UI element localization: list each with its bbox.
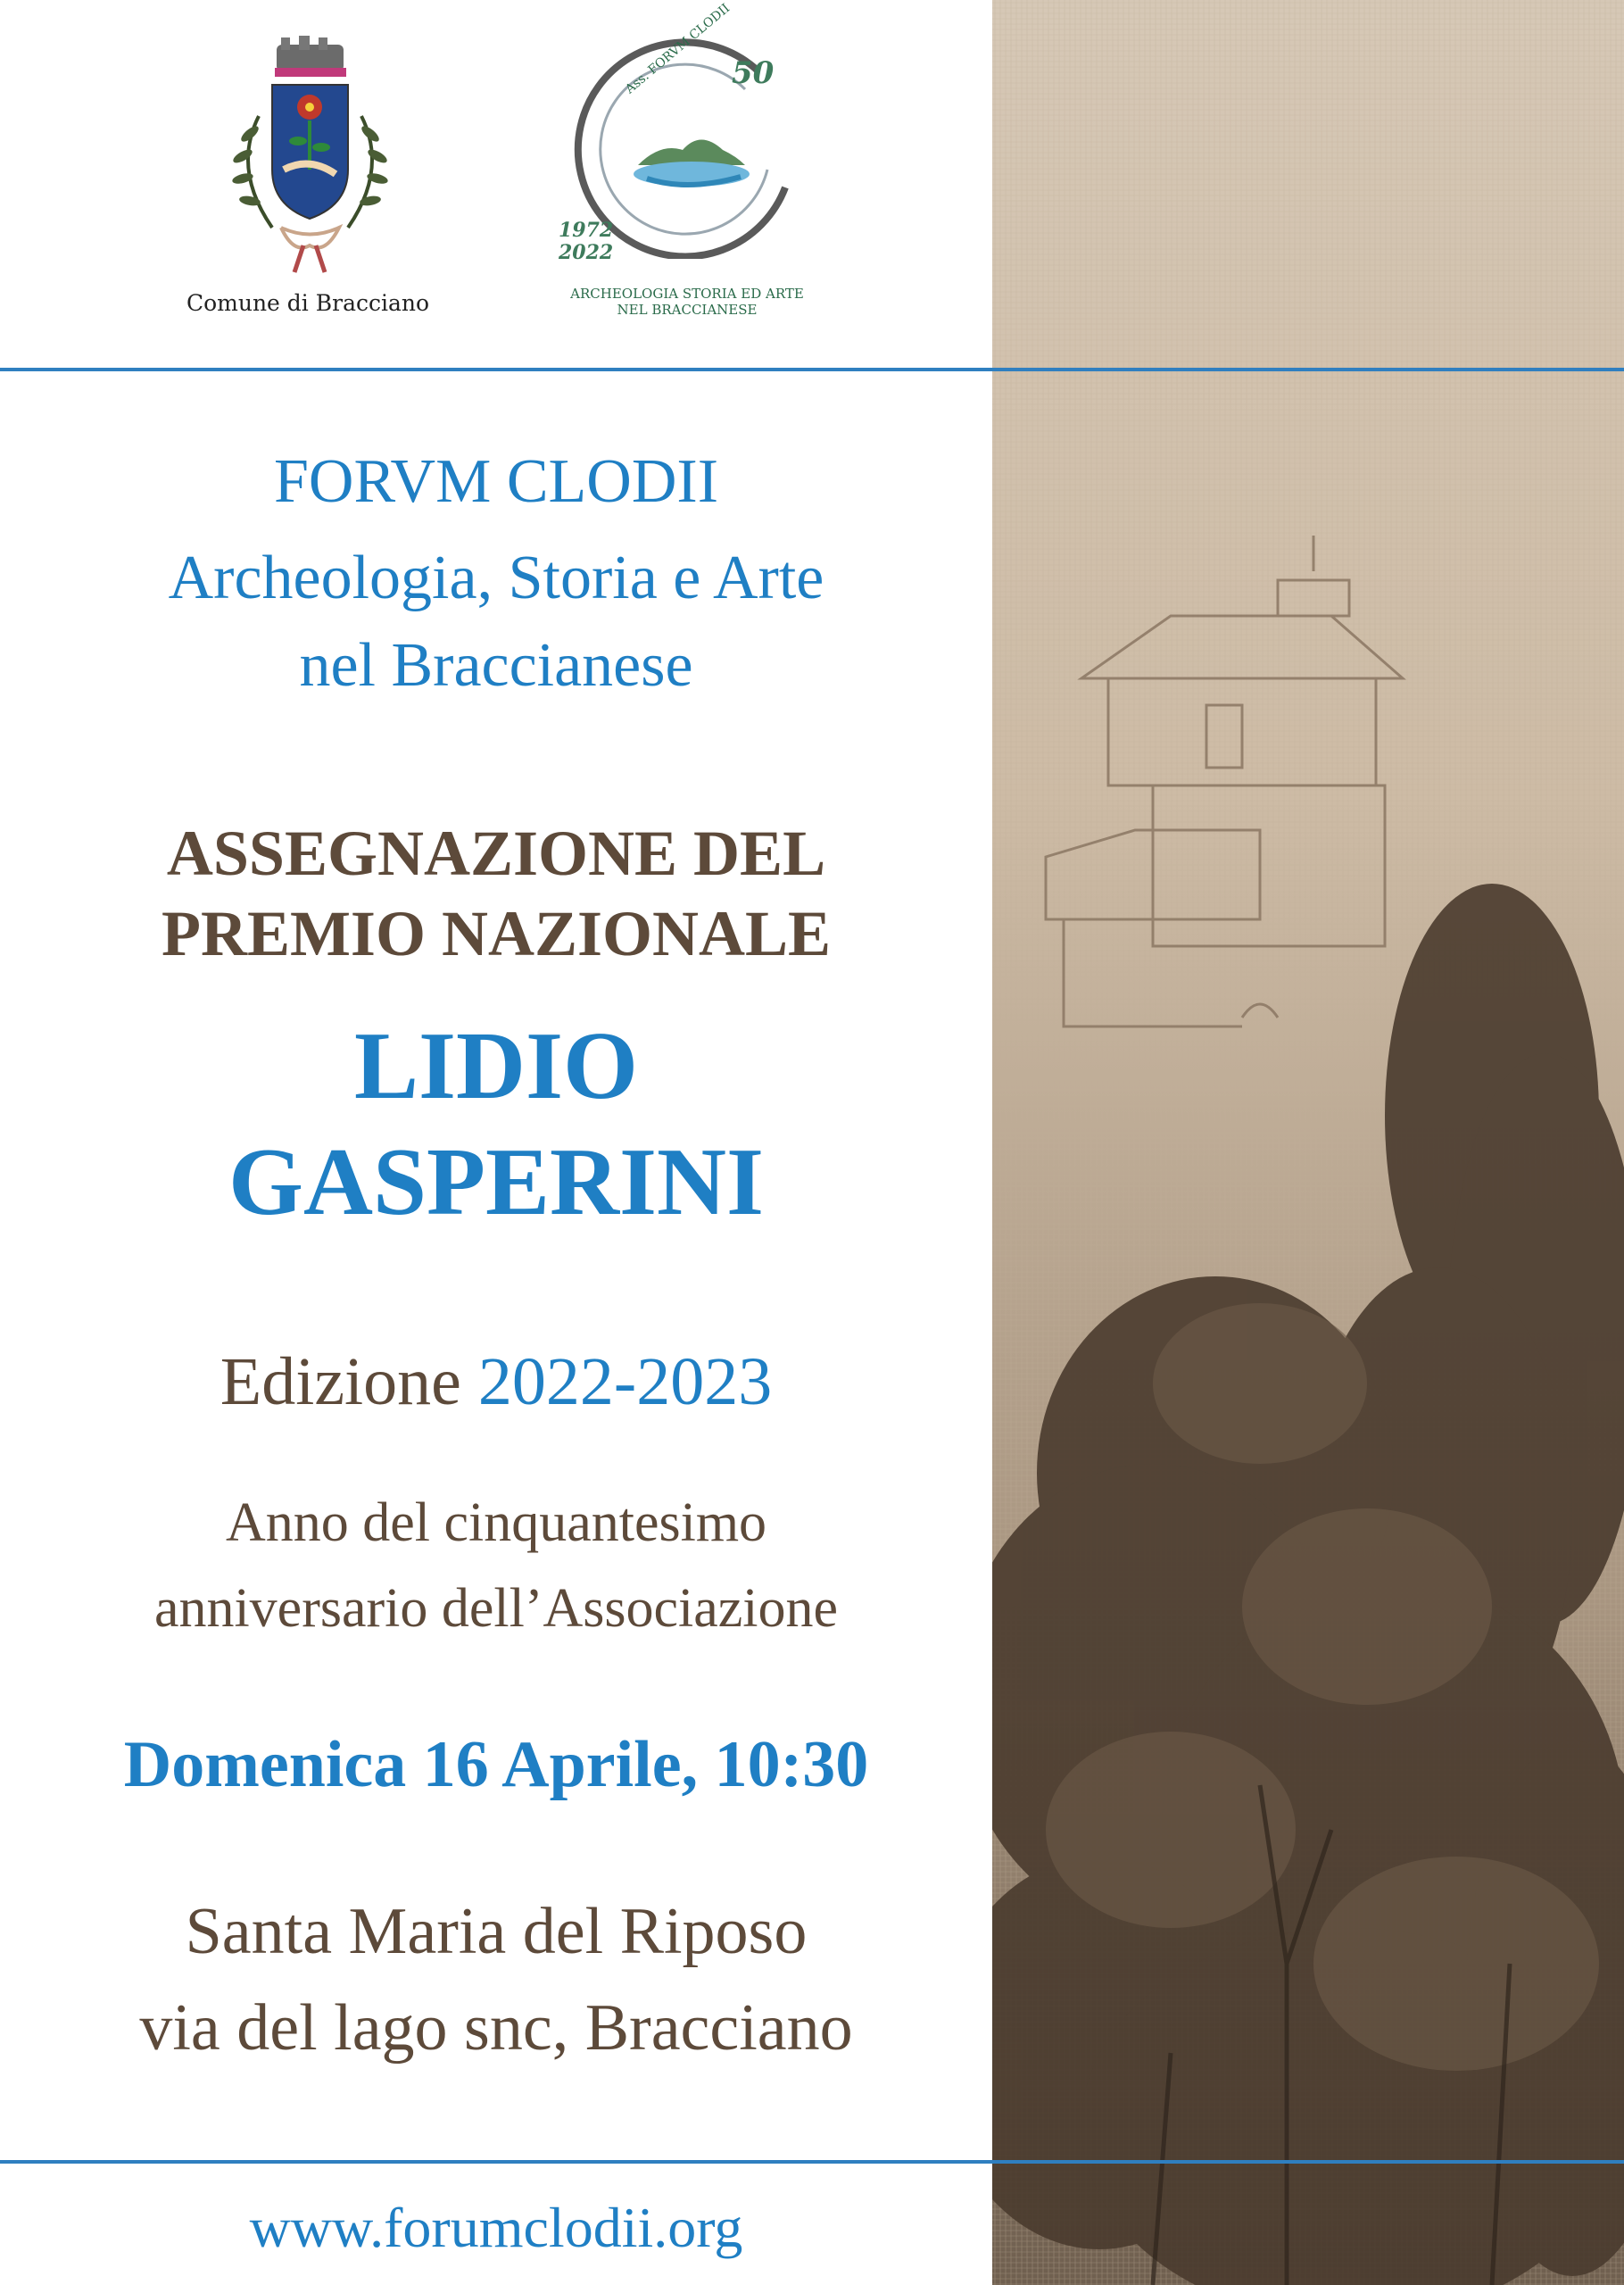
assoc-logo xyxy=(553,1,821,264)
edition xyxy=(0,1343,992,1420)
venue-line2: via del lago snc, Bracciano xyxy=(139,1991,853,2065)
award-line1: ASSEGNAZIONE DEL xyxy=(166,818,826,889)
award-name-line1: LIDIO xyxy=(353,1013,639,1119)
footer-website[interactable]: www.forumclodii.org xyxy=(249,2196,743,2259)
event-datetime: Domenica 16 Aprile, 10:30 xyxy=(123,1728,869,1801)
sepia-artwork xyxy=(992,0,1624,2285)
assoc-years-end: 2022 xyxy=(559,241,614,264)
footer-divider xyxy=(0,2160,1624,2164)
assoc-caption xyxy=(562,286,812,318)
venue-line1: Santa Maria del Riposo xyxy=(185,1895,808,1968)
intro-subtitle-line1: Archeologia, Storia e Arte xyxy=(168,544,824,612)
assoc-ring-text: Ass. FORVM CLODII xyxy=(623,1,733,97)
award-name-line2: GASPERINI xyxy=(228,1129,765,1235)
assoc-anniversary: 50 xyxy=(732,55,775,91)
edition-label: Edizione xyxy=(220,1344,461,1419)
anniversary-line1: Anno del cinquantesimo xyxy=(225,1492,767,1553)
edition-years: 2022-2023 xyxy=(477,1344,773,1419)
comune-coat-of-arms xyxy=(205,36,410,286)
header-divider xyxy=(0,368,1624,371)
assoc-caption-line1: ARCHEOLOGIA STORIA ED ARTE xyxy=(570,286,804,302)
landscape-drawing xyxy=(992,0,1624,2285)
intro-subtitle-line2: nel Braccianese xyxy=(299,631,693,700)
assoc-years-start: 1972 xyxy=(559,219,614,242)
intro-title: FORVM CLODII xyxy=(273,447,719,516)
anniversary-line2: anniversario dell’Associazione xyxy=(153,1578,839,1639)
comune-caption: Comune di Bracciano xyxy=(186,290,430,316)
assoc-caption-line2: NEL BRACCIANESE xyxy=(617,302,758,318)
award-line2: PREMIO NAZIONALE xyxy=(161,898,832,969)
